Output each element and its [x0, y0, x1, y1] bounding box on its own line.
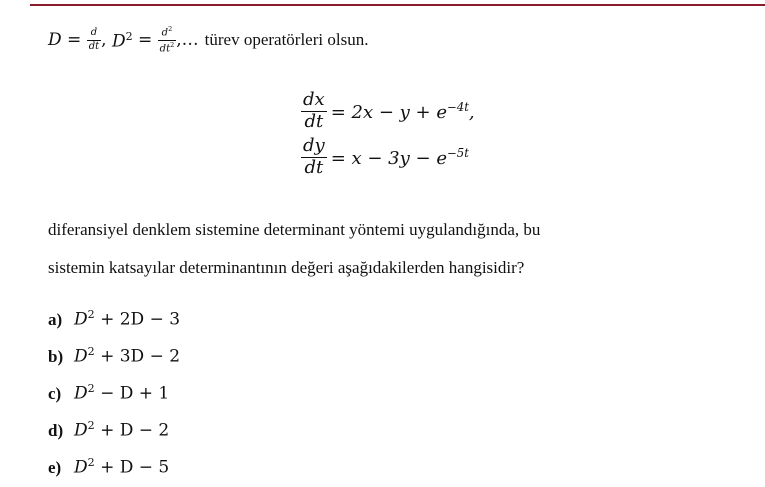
option-e-letter: e) — [48, 457, 62, 477]
d2-operator-symbol: $D^2$ — [111, 29, 133, 52]
option-c-letter: c) — [48, 383, 62, 403]
equation-1-rhs: = $2x - y + e^{-4t}$, — [330, 99, 475, 123]
d2-dt2-fraction: $\frac{d^2}{dt^2}$ — [159, 25, 175, 55]
option-d-letter: d) — [48, 420, 64, 440]
option-c[interactable] — [48, 382, 169, 404]
equation-2-rhs: = $x - 3y - e^{-5t}$ — [330, 145, 469, 169]
top-rule — [30, 4, 765, 6]
option-d[interactable] — [48, 419, 169, 441]
option-b-letter: b) — [48, 346, 64, 366]
option-b[interactable] — [48, 345, 180, 367]
operator-definition: D = $\frac{d}{dt}$ , $D^2$ = $\frac{d^2}{dt^2}$ ,… türev operatörleri olsun. — [48, 25, 369, 55]
option-c-expression: $D^2 - D + 1$ — [74, 382, 170, 404]
d-operator-symbol: D — [48, 30, 62, 51]
definition-text: türev operatörleri olsun. — [204, 30, 369, 50]
ellipsis: ,… — [176, 30, 199, 51]
option-e[interactable] — [48, 456, 169, 478]
question-line-2: sistemin katsayılar determinantının değeri aşağıdakilerden hangisidir? — [48, 258, 525, 277]
dy-dt-fraction: $\frac{dy}{dt}$ — [303, 134, 325, 178]
option-a-letter: a) — [48, 309, 63, 329]
option-a-expression: $D^2 + 2D - 3$ — [74, 308, 181, 330]
option-b-expression: $D^2 + 3D - 2$ — [74, 345, 181, 367]
equation-system — [301, 88, 475, 180]
option-d-expression: $D^2 + D - 2$ — [74, 419, 170, 441]
d-dt-fraction: $\frac{d}{dt}$ — [88, 27, 100, 52]
equation-1 — [301, 88, 475, 134]
option-a[interactable] — [48, 308, 180, 330]
question-line-1: diferansiyel denklem sistemine determinant yöntemi uygulandığında, bu — [48, 220, 541, 239]
dx-dt-fraction: $\frac{dx}{dt}$ — [303, 88, 325, 132]
option-e-expression: $D^2 + D - 5$ — [74, 456, 170, 478]
equation-2 — [301, 134, 475, 180]
